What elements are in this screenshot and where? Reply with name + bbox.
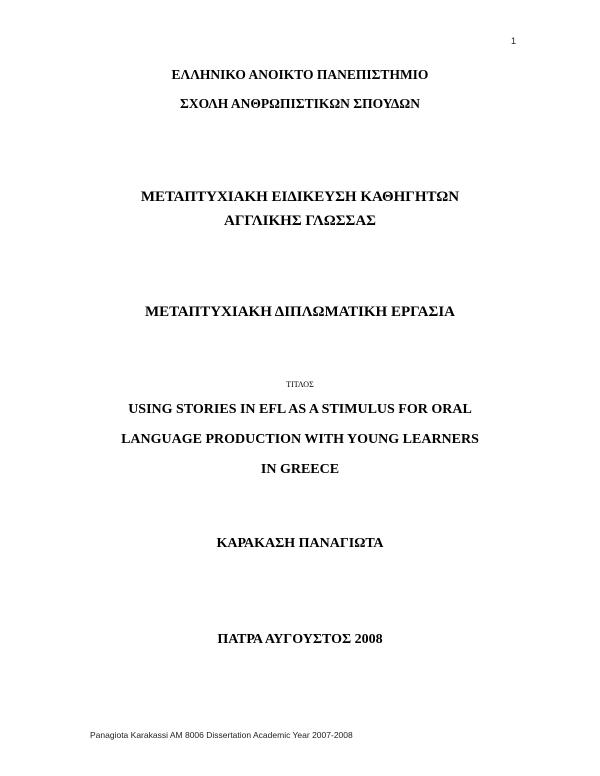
title-label: ΤΙΤΛΟΣ <box>286 380 314 389</box>
page-number: 1 <box>510 36 516 46</box>
title-line-3: IN GREECE <box>260 462 340 477</box>
university-name: ΕΛΛΗΝΙΚΟ ΑΝΟΙΚΤΟ ΠΑΝΕΠΙΣΤΗΜΙΟ <box>171 67 429 82</box>
title-line-1: USING STORIES IN EFL AS A STIMULUS FOR ORAL <box>128 402 472 417</box>
title-line-2: LANGUAGE PRODUCTION WITH YOUNG LEARNERS <box>121 432 479 447</box>
author-name: ΚΑΡΑΚΑΣΗ ΠΑΝΑΓΙΩΤΑ <box>216 536 384 551</box>
school-name: ΣΧΟΛΗ ΑΝΘΡΩΠΙΣΤΙΚΩΝ ΣΠΟΥΔΩΝ <box>180 96 420 111</box>
place-date: ΠΑΤΡΑ ΑΥΓΟΥΣΤΟΣ 2008 <box>217 632 383 647</box>
specialization-line-1: ΜΕΤΑΠΤΥΧΙΑΚΗ ΕΙΔΙΚΕΥΣΗ ΚΑΘΗΓΗΤΩΝ <box>140 189 460 205</box>
document-type: ΜΕΤΑΠΤΥΧΙΑΚΗ ΔΙΠΛΩΜΑΤΙΚΗ ΕΡΓΑΣΙΑ <box>145 304 455 320</box>
specialization-line-2: ΑΓΓΛΙΚΗΣ ΓΛΩΣΣΑΣ <box>223 213 376 229</box>
page-footer: Panagiota Karakassi AM 8006 Dissertation Academic Year 2007-2008 <box>90 730 353 740</box>
